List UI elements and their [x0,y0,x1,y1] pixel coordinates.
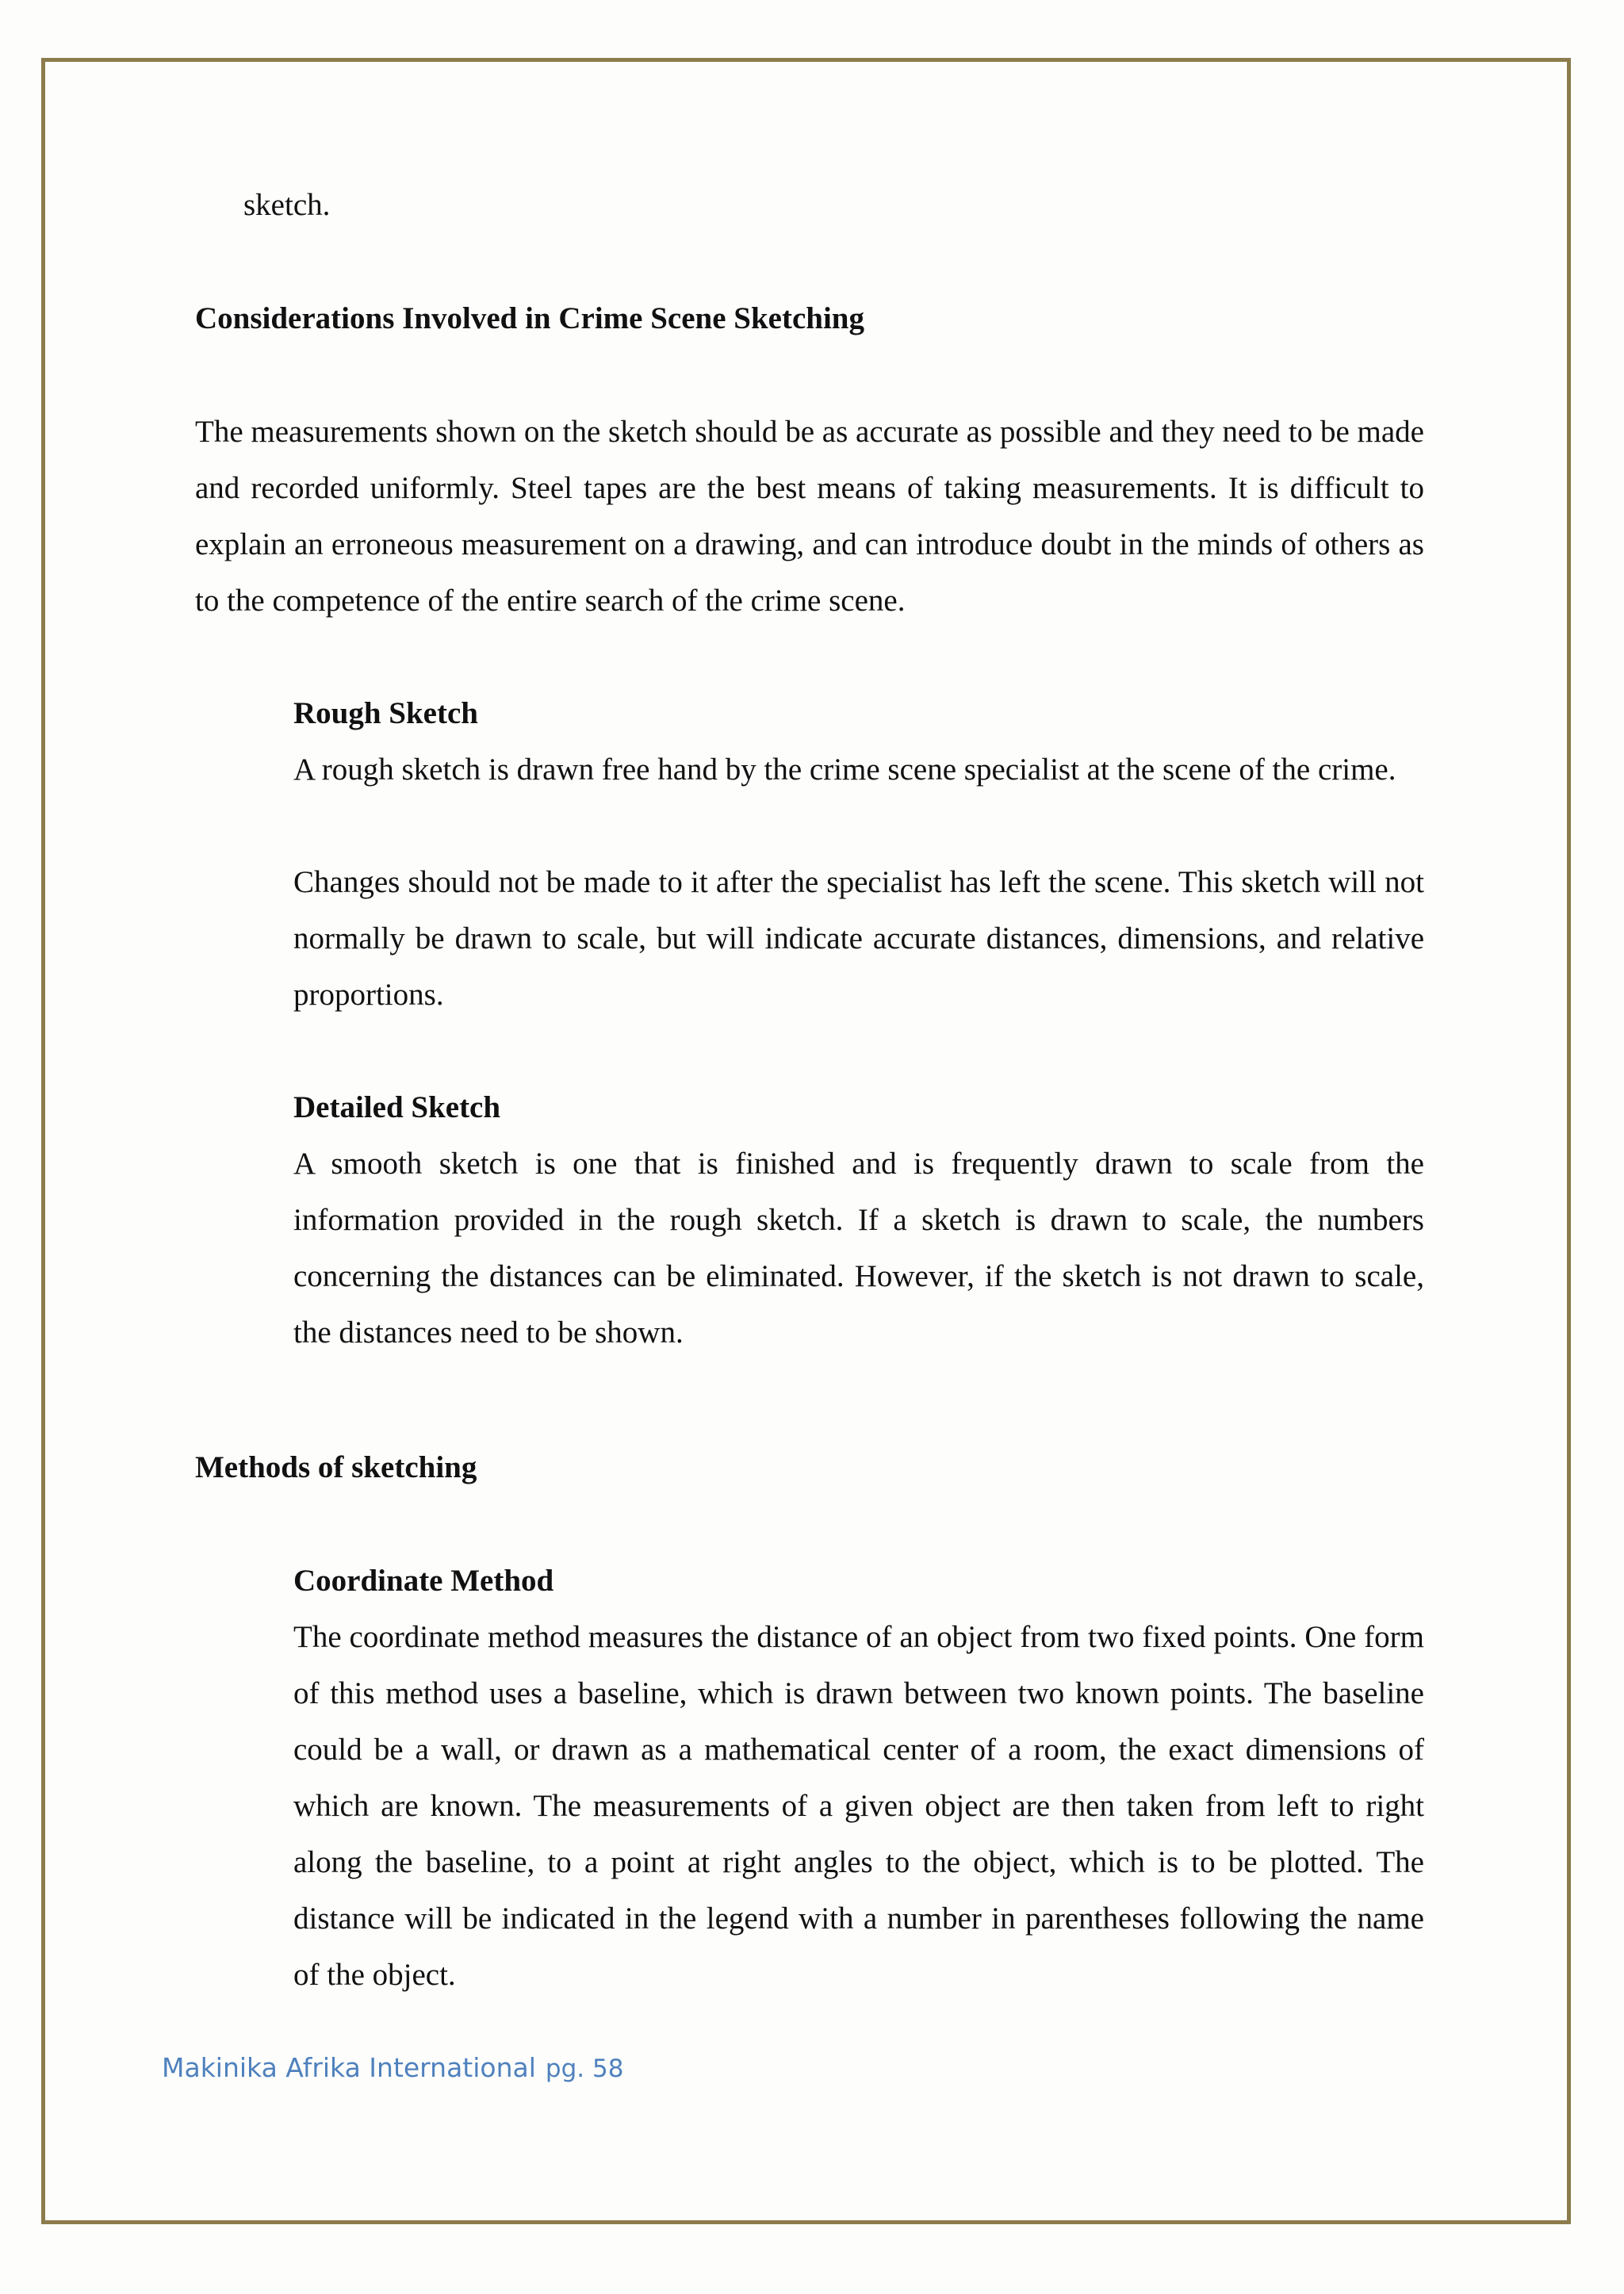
considerations-paragraph: The measurements shown on the sketch should be as accurate as possible and they need to be made and recorded uniformly. Steel tapes are the best means of taking measurements. It is difficult to explain an erroneous measurement on a drawing, and can introduce doubt in the minds of others as to the competence of the entire search of the crime scene. [195,415,1424,618]
rough-sketch-paragraph-1: A rough sketch is drawn free hand by the crime scene specialist at the scene of the crime. [293,753,1396,787]
subheading-detailed-sketch: Detailed Sketch [293,1090,501,1124]
section-heading-methods: Methods of sketching [195,1450,477,1484]
detailed-sketch-paragraph: A smooth sketch is one that is finished and is frequently drawn to scale from the information provided in the rough sketch. If a sketch is drawn to scale, the numbers concerning the distances can be eliminated. However, if the sketch is not drawn to scale, the distances need to be shown. [293,1147,1424,1350]
page-footer [162,2051,623,2086]
footer-page-number: pg. 58 [545,2055,624,2083]
continuation-text: sketch. [243,188,331,222]
section-heading-considerations: Considerations Involved in Crime Scene Sketching [195,301,864,335]
rough-sketch-paragraph-2: Changes should not be made to it after the specialist has left the scene. This sketch will not normally be drawn to scale, but will indicate accurate distances, dimensions, and relative proportions. [293,865,1424,1012]
subheading-coordinate-method: Coordinate Method [293,1564,554,1598]
footer-publisher: Makinika Afrika International [162,2052,536,2083]
coordinate-method-paragraph: The coordinate method measures the distance of an object from two fixed points. One form of this method uses a baseline, which is drawn between two known points. The baseline could be a wall, or drawn as a mathematical center of a room, the exact dimensions of which are known. The measurements of a given object are then taken from left to right along the baseline, to a point at right angles to the object, which is to be plotted. The distance will be indicated in the legend with a number in parentheses following the name of the object. [293,1620,1424,1992]
subheading-rough-sketch: Rough Sketch [293,696,478,730]
